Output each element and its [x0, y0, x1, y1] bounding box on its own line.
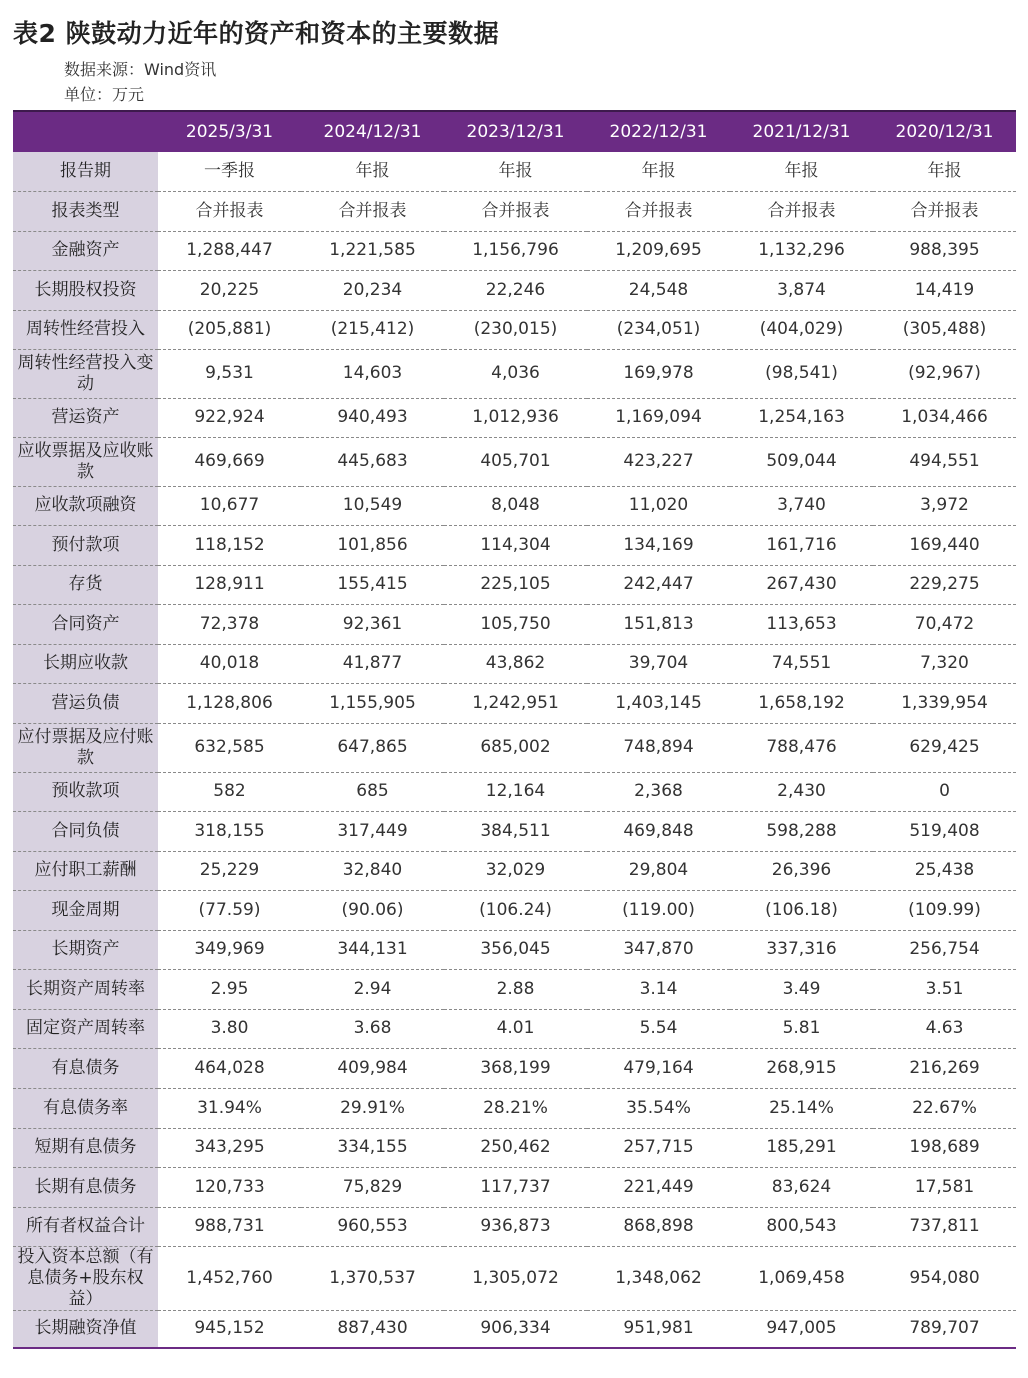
table-cell: 954,080 [873, 1246, 1016, 1310]
table-cell: 1,155,905 [301, 683, 444, 723]
table-cell: 788,476 [730, 723, 873, 772]
table-row [13, 1207, 1016, 1246]
table-cell: 合并报表 [873, 191, 1016, 231]
table-cell: 947,005 [730, 1310, 873, 1348]
table-row [13, 683, 1016, 723]
row-label: 存货 [13, 565, 158, 604]
table-cell: 737,811 [873, 1207, 1016, 1246]
table-cell: 134,169 [587, 525, 730, 565]
table-cell: 250,462 [444, 1128, 587, 1167]
row-label: 应付职工薪酬 [13, 851, 158, 890]
table-cell: 合并报表 [587, 191, 730, 231]
table-cell: 75,829 [301, 1167, 444, 1207]
table-row [13, 1088, 1016, 1128]
table-cell: 1,658,192 [730, 683, 873, 723]
table-cell: 582 [158, 772, 301, 811]
table-cell: 5.81 [730, 1009, 873, 1048]
column-header: 2024/12/31 [301, 111, 444, 152]
table-cell: 1,209,695 [587, 231, 730, 270]
table-row [13, 851, 1016, 890]
table-cell: (215,412) [301, 310, 444, 349]
table-cell: 120,733 [158, 1167, 301, 1207]
table-cell: (119.00) [587, 890, 730, 930]
table-row [13, 969, 1016, 1009]
table-cell: (77.59) [158, 890, 301, 930]
table-cell: 334,155 [301, 1128, 444, 1167]
table-cell: (106.24) [444, 890, 587, 930]
row-label: 长期资产 [13, 930, 158, 969]
table-cell: 1,156,796 [444, 231, 587, 270]
column-header: 2025/3/31 [158, 111, 301, 152]
table-cell: 256,754 [873, 930, 1016, 969]
table-row [13, 1246, 1016, 1310]
table-row [13, 437, 1016, 486]
table-cell: 83,624 [730, 1167, 873, 1207]
table-row [13, 398, 1016, 437]
table-cell: 242,447 [587, 565, 730, 604]
row-label: 周转性经营投入变动 [13, 349, 158, 398]
column-header: 2022/12/31 [587, 111, 730, 152]
table-row [13, 231, 1016, 270]
table-cell: 4,036 [444, 349, 587, 398]
column-header [13, 111, 158, 152]
row-label: 所有者权益合计 [13, 1207, 158, 1246]
table-cell: 年报 [730, 152, 873, 191]
column-header: 2023/12/31 [444, 111, 587, 152]
table-cell: 22,246 [444, 270, 587, 310]
table-cell: 1,403,145 [587, 683, 730, 723]
table-title: 表2 陕鼓动力近年的资产和资本的主要数据 [13, 19, 500, 48]
table-cell: 35.54% [587, 1088, 730, 1128]
table-cell: 0 [873, 772, 1016, 811]
table-cell: 3.80 [158, 1009, 301, 1048]
table-cell: 1,305,072 [444, 1246, 587, 1310]
table-cell: 464,028 [158, 1048, 301, 1088]
table-cell: 1,012,936 [444, 398, 587, 437]
row-label: 长期融资净值 [13, 1310, 158, 1348]
row-label: 合同负债 [13, 811, 158, 851]
table-cell: 72,378 [158, 604, 301, 644]
table-cell: 年报 [444, 152, 587, 191]
table-cell: 647,865 [301, 723, 444, 772]
table-cell: 43,862 [444, 644, 587, 683]
table-cell: 117,737 [444, 1167, 587, 1207]
table-row [13, 604, 1016, 644]
table-row [13, 270, 1016, 310]
table-cell: 479,164 [587, 1048, 730, 1088]
unit-label: 单位：万元 [64, 85, 145, 104]
table-cell: 789,707 [873, 1310, 1016, 1348]
table-cell: 349,969 [158, 930, 301, 969]
table-cell: 685 [301, 772, 444, 811]
table-cell: 25,229 [158, 851, 301, 890]
table-cell: 11,020 [587, 486, 730, 525]
table-cell: 113,653 [730, 604, 873, 644]
column-header: 2021/12/31 [730, 111, 873, 152]
table-row [13, 1310, 1016, 1348]
table-row [13, 772, 1016, 811]
table-cell: 1,132,296 [730, 231, 873, 270]
table-cell: 2,368 [587, 772, 730, 811]
row-label: 应收票据及应收账款 [13, 437, 158, 486]
table-row [13, 890, 1016, 930]
table-cell: 10,677 [158, 486, 301, 525]
table-cell: 629,425 [873, 723, 1016, 772]
table-cell: 216,269 [873, 1048, 1016, 1088]
table-cell: 951,981 [587, 1310, 730, 1348]
table-cell: 317,449 [301, 811, 444, 851]
table-cell: 1,370,537 [301, 1246, 444, 1310]
table-row [13, 930, 1016, 969]
table-cell: 20,225 [158, 270, 301, 310]
table-cell: 3,874 [730, 270, 873, 310]
data-table [13, 110, 1016, 1349]
table-cell: 1,221,585 [301, 231, 444, 270]
table-cell: 988,731 [158, 1207, 301, 1246]
row-label: 报表类型 [13, 191, 158, 231]
table-cell: 92,361 [301, 604, 444, 644]
table-cell: (98,541) [730, 349, 873, 398]
table-cell: 年报 [587, 152, 730, 191]
table-cell: (90.06) [301, 890, 444, 930]
table-cell: (109.99) [873, 890, 1016, 930]
table-cell: 344,131 [301, 930, 444, 969]
table-cell: 960,553 [301, 1207, 444, 1246]
table-cell: 1,242,951 [444, 683, 587, 723]
table-row [13, 1128, 1016, 1167]
table-cell: 469,848 [587, 811, 730, 851]
row-label: 预付款项 [13, 525, 158, 565]
table-cell: 合并报表 [730, 191, 873, 231]
row-label: 长期资产周转率 [13, 969, 158, 1009]
table-cell: 405,701 [444, 437, 587, 486]
table-row [13, 349, 1016, 398]
table-cell: 101,856 [301, 525, 444, 565]
table-cell: 3,740 [730, 486, 873, 525]
table-cell: 24,548 [587, 270, 730, 310]
table-cell: 1,034,466 [873, 398, 1016, 437]
table-cell: 74,551 [730, 644, 873, 683]
table-cell: 922,924 [158, 398, 301, 437]
table-cell: 169,978 [587, 349, 730, 398]
table-cell: 41,877 [301, 644, 444, 683]
table-row [13, 1048, 1016, 1088]
table-row [13, 486, 1016, 525]
row-label: 有息债务 [13, 1048, 158, 1088]
table-cell: 368,199 [444, 1048, 587, 1088]
table-cell: 70,472 [873, 604, 1016, 644]
table-cell: 748,894 [587, 723, 730, 772]
table-cell: 合并报表 [301, 191, 444, 231]
table-cell: 8,048 [444, 486, 587, 525]
table-cell: 887,430 [301, 1310, 444, 1348]
table-cell: 17,581 [873, 1167, 1016, 1207]
row-label: 长期有息债务 [13, 1167, 158, 1207]
table-cell: 469,669 [158, 437, 301, 486]
table-cell: 343,295 [158, 1128, 301, 1167]
table-cell: 3.51 [873, 969, 1016, 1009]
table-cell: 7,320 [873, 644, 1016, 683]
table-cell: 5.54 [587, 1009, 730, 1048]
table-cell: 2,430 [730, 772, 873, 811]
table-cell: 3.49 [730, 969, 873, 1009]
table-cell: 598,288 [730, 811, 873, 851]
table-cell: 39,704 [587, 644, 730, 683]
table-cell: 221,449 [587, 1167, 730, 1207]
table-cell: 一季报 [158, 152, 301, 191]
table-cell: 337,316 [730, 930, 873, 969]
table-cell: 3,972 [873, 486, 1016, 525]
table-cell: 9,531 [158, 349, 301, 398]
table-cell: 28.21% [444, 1088, 587, 1128]
table-cell: 198,689 [873, 1128, 1016, 1167]
table-cell: 2.94 [301, 969, 444, 1009]
column-header: 2020/12/31 [873, 111, 1016, 152]
row-label: 营运资产 [13, 398, 158, 437]
table-cell: 1,069,458 [730, 1246, 873, 1310]
table-cell: 685,002 [444, 723, 587, 772]
table-cell: 年报 [873, 152, 1016, 191]
row-label: 合同资产 [13, 604, 158, 644]
table-cell: 423,227 [587, 437, 730, 486]
table-cell: 632,585 [158, 723, 301, 772]
table-cell: 185,291 [730, 1128, 873, 1167]
data-source: 数据来源：Wind资讯 [64, 60, 217, 79]
row-label: 营运负债 [13, 683, 158, 723]
table-cell: (205,881) [158, 310, 301, 349]
table-cell: 4.01 [444, 1009, 587, 1048]
table-row [13, 644, 1016, 683]
table-cell: 1,452,760 [158, 1246, 301, 1310]
table-cell: 519,408 [873, 811, 1016, 851]
table-cell: 445,683 [301, 437, 444, 486]
row-label: 有息债务率 [13, 1088, 158, 1128]
table-cell: 22.67% [873, 1088, 1016, 1128]
table-cell: 268,915 [730, 1048, 873, 1088]
table-cell: 4.63 [873, 1009, 1016, 1048]
table-cell: (230,015) [444, 310, 587, 349]
table-cell: 14,419 [873, 270, 1016, 310]
table-cell: (92,967) [873, 349, 1016, 398]
table-cell: 26,396 [730, 851, 873, 890]
table-row [13, 525, 1016, 565]
table-cell: 945,152 [158, 1310, 301, 1348]
table-cell: 267,430 [730, 565, 873, 604]
row-label: 金融资产 [13, 231, 158, 270]
table-row [13, 811, 1016, 851]
table-cell: 1,348,062 [587, 1246, 730, 1310]
table-cell: (234,051) [587, 310, 730, 349]
table-cell: (106.18) [730, 890, 873, 930]
table-cell: (404,029) [730, 310, 873, 349]
table-cell: 105,750 [444, 604, 587, 644]
table-row [13, 565, 1016, 604]
table-cell: 155,415 [301, 565, 444, 604]
table-cell: 128,911 [158, 565, 301, 604]
table-cell: 32,029 [444, 851, 587, 890]
table-cell: 40,018 [158, 644, 301, 683]
row-label: 报告期 [13, 152, 158, 191]
table-cell: (305,488) [873, 310, 1016, 349]
row-label: 投入资本总额（有息债务+股东权益） [13, 1246, 158, 1310]
table-cell: 161,716 [730, 525, 873, 565]
table-cell: 1,339,954 [873, 683, 1016, 723]
table-cell: 20,234 [301, 270, 444, 310]
table-row [13, 1009, 1016, 1048]
row-label: 应收款项融资 [13, 486, 158, 525]
row-label: 应付票据及应付账款 [13, 723, 158, 772]
table-cell: 494,551 [873, 437, 1016, 486]
row-label: 预收款项 [13, 772, 158, 811]
table-cell: 118,152 [158, 525, 301, 565]
table-cell: 384,511 [444, 811, 587, 851]
table-cell: 868,898 [587, 1207, 730, 1246]
table-cell: 31.94% [158, 1088, 301, 1128]
row-label: 长期股权投资 [13, 270, 158, 310]
table-cell: 169,440 [873, 525, 1016, 565]
table-cell: 1,169,094 [587, 398, 730, 437]
row-label: 固定资产周转率 [13, 1009, 158, 1048]
table-cell: 3.68 [301, 1009, 444, 1048]
table-cell: 25.14% [730, 1088, 873, 1128]
table-cell: 225,105 [444, 565, 587, 604]
table-cell: 988,395 [873, 231, 1016, 270]
table-row [13, 1167, 1016, 1207]
table-cell: 合并报表 [444, 191, 587, 231]
table-cell: 936,873 [444, 1207, 587, 1246]
table-cell: 14,603 [301, 349, 444, 398]
table-cell: 29.91% [301, 1088, 444, 1128]
row-label: 周转性经营投入 [13, 310, 158, 349]
table-cell: 318,155 [158, 811, 301, 851]
table-cell: 229,275 [873, 565, 1016, 604]
table-cell: 12,164 [444, 772, 587, 811]
row-label: 现金周期 [13, 890, 158, 930]
table-cell: 3.14 [587, 969, 730, 1009]
table-cell: 29,804 [587, 851, 730, 890]
table-cell: 合并报表 [158, 191, 301, 231]
table-cell: 509,044 [730, 437, 873, 486]
table-cell: 32,840 [301, 851, 444, 890]
row-label: 短期有息债务 [13, 1128, 158, 1167]
table-row [13, 152, 1016, 191]
table-cell: 356,045 [444, 930, 587, 969]
table-cell: 347,870 [587, 930, 730, 969]
table-cell: 940,493 [301, 398, 444, 437]
table-row [13, 191, 1016, 231]
table-cell: 年报 [301, 152, 444, 191]
table-cell: 1,128,806 [158, 683, 301, 723]
table-cell: 409,984 [301, 1048, 444, 1088]
table-row [13, 723, 1016, 772]
table-cell: 2.88 [444, 969, 587, 1009]
table-cell: 2.95 [158, 969, 301, 1009]
table-cell: 10,549 [301, 486, 444, 525]
table-cell: 151,813 [587, 604, 730, 644]
header-row [13, 111, 1016, 152]
row-label: 长期应收款 [13, 644, 158, 683]
table-cell: 906,334 [444, 1310, 587, 1348]
table-cell: 25,438 [873, 851, 1016, 890]
table-cell: 1,254,163 [730, 398, 873, 437]
table-row [13, 310, 1016, 349]
table-cell: 800,543 [730, 1207, 873, 1246]
table-cell: 114,304 [444, 525, 587, 565]
table-cell: 1,288,447 [158, 231, 301, 270]
table-cell: 257,715 [587, 1128, 730, 1167]
